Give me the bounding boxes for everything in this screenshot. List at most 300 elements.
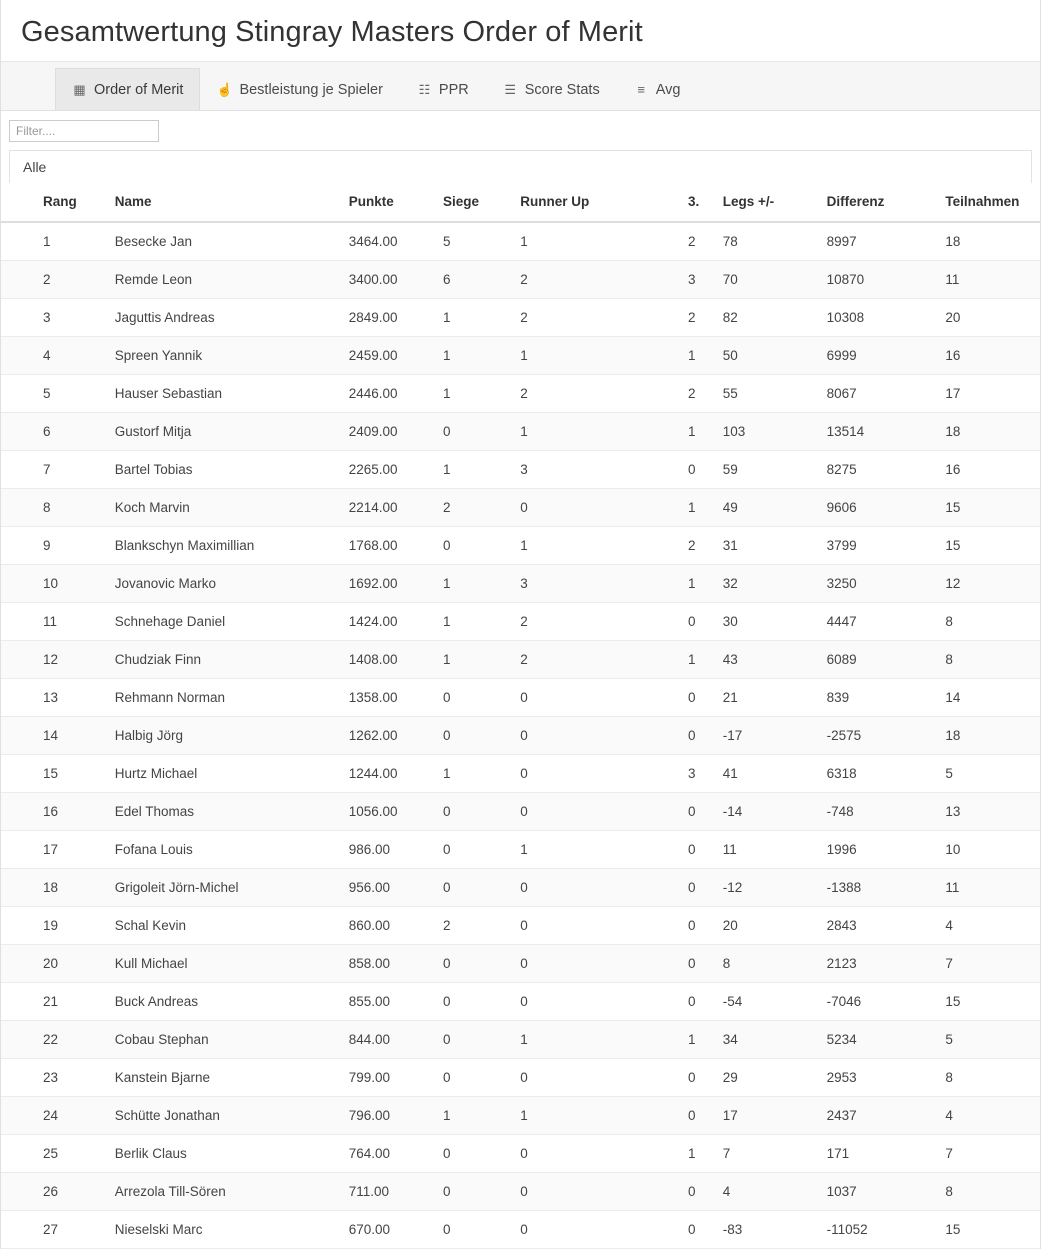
tab-bestleistung-je-spieler[interactable] [200,68,399,110]
cell-rang: 12 [1,641,83,679]
cell-punkte: 986.00 [339,831,433,869]
cell-punkte: 764.00 [339,1135,433,1173]
table-header-row [1,183,1040,222]
cell-legs: 32 [718,565,822,603]
cell-differenz: 8997 [822,222,941,261]
table-row[interactable] [1,755,1040,793]
cell-dritter: 0 [683,679,718,717]
cell-teilnahmen: 5 [940,1021,1040,1059]
table-row[interactable] [1,907,1040,945]
cell-differenz: 1037 [822,1173,941,1211]
cell-teilnahmen: 15 [940,1211,1040,1249]
cell-legs: 31 [718,527,822,565]
cell-runner-up: 0 [510,1173,683,1211]
filter-input[interactable] [9,120,159,142]
cell-siege: 0 [433,717,510,755]
column-header-dritter[interactable]: 3. [683,183,718,222]
cell-rang: 19 [1,907,83,945]
cell-differenz: -11052 [822,1211,941,1249]
cell-dritter: 1 [683,1021,718,1059]
cell-teilnahmen: 11 [940,869,1040,907]
cell-punkte: 3464.00 [339,222,433,261]
cell-name: Grigoleit Jörn-Michel [83,869,339,907]
cell-rang: 7 [1,451,83,489]
table-row[interactable] [1,375,1040,413]
cell-legs: 20 [718,907,822,945]
cell-dritter: 0 [683,1173,718,1211]
table-row[interactable] [1,831,1040,869]
cell-dritter: 0 [683,1097,718,1135]
cell-name: Arrezola Till-Sören [83,1173,339,1211]
tab-bar [1,61,1040,111]
cell-dritter: 1 [683,641,718,679]
cell-teilnahmen: 16 [940,451,1040,489]
table-row[interactable] [1,337,1040,375]
cell-runner-up: 0 [510,717,683,755]
cell-legs: -54 [718,983,822,1021]
cell-legs: 34 [718,1021,822,1059]
cell-legs: 8 [718,945,822,983]
table-row[interactable] [1,261,1040,299]
cell-runner-up: 2 [510,261,683,299]
cell-legs: 82 [718,299,822,337]
cell-siege: 6 [433,261,510,299]
cell-siege: 0 [433,1173,510,1211]
cell-legs: -12 [718,869,822,907]
cell-siege: 0 [433,679,510,717]
cell-dritter: 0 [683,945,718,983]
cell-siege: 0 [433,527,510,565]
cell-name: Schnehage Daniel [83,603,339,641]
table-row[interactable] [1,565,1040,603]
cell-rang: 2 [1,261,83,299]
cell-differenz: 10870 [822,261,941,299]
cell-punkte: 860.00 [339,907,433,945]
cell-punkte: 711.00 [339,1173,433,1211]
cell-differenz: 10308 [822,299,941,337]
cell-differenz: 6318 [822,755,941,793]
cell-dritter: 0 [683,831,718,869]
cell-siege: 1 [433,299,510,337]
cell-dritter: 1 [683,1135,718,1173]
table-body [1,222,1040,1249]
list-icon: ≡ [637,82,645,97]
cell-punkte: 1056.00 [339,793,433,831]
cell-runner-up: 1 [510,222,683,261]
cell-punkte: 3400.00 [339,261,433,299]
tab-order-of-merit[interactable] [55,68,200,110]
cell-runner-up: 3 [510,451,683,489]
cell-legs: -83 [718,1211,822,1249]
cell-name: Rehmann Norman [83,679,339,717]
cell-punkte: 1692.00 [339,565,433,603]
cell-differenz: 8275 [822,451,941,489]
cell-dritter: 0 [683,907,718,945]
cell-runner-up: 0 [510,679,683,717]
cell-runner-up: 0 [510,1211,683,1249]
cell-legs: 17 [718,1097,822,1135]
group-selector[interactable] [9,150,1032,183]
cell-punkte: 670.00 [339,1211,433,1249]
cell-siege: 0 [433,1021,510,1059]
cell-punkte: 1408.00 [339,641,433,679]
filter-row [1,111,1040,142]
cell-runner-up: 1 [510,413,683,451]
cell-siege: 0 [433,793,510,831]
cell-dritter: 1 [683,489,718,527]
cell-name: Nieselski Marc [83,1211,339,1249]
cell-name: Koch Marvin [83,489,339,527]
cell-name: Blankschyn Maximillian [83,527,339,565]
cell-punkte: 2409.00 [339,413,433,451]
cell-teilnahmen: 11 [940,261,1040,299]
cell-punkte: 1358.00 [339,679,433,717]
table-row[interactable] [1,489,1040,527]
cell-siege: 0 [433,831,510,869]
cell-siege: 2 [433,489,510,527]
cell-name: Gustorf Mitja [83,413,339,451]
cell-name: Spreen Yannik [83,337,339,375]
cell-dritter: 2 [683,527,718,565]
table-row[interactable] [1,1097,1040,1135]
cell-siege: 1 [433,641,510,679]
cell-differenz: 2953 [822,1059,941,1097]
cell-rang: 5 [1,375,83,413]
cell-dritter: 0 [683,869,718,907]
cell-legs: 50 [718,337,822,375]
cell-siege: 0 [433,945,510,983]
cell-teilnahmen: 12 [940,565,1040,603]
cell-punkte: 956.00 [339,869,433,907]
cell-teilnahmen: 15 [940,983,1040,1021]
cell-legs: 43 [718,641,822,679]
cell-legs: 41 [718,755,822,793]
cell-rang: 27 [1,1211,83,1249]
cell-rang: 15 [1,755,83,793]
cell-rang: 4 [1,337,83,375]
cell-rang: 11 [1,603,83,641]
cell-name: Hurtz Michael [83,755,339,793]
cell-differenz: 4447 [822,603,941,641]
cell-runner-up: 0 [510,489,683,527]
cell-runner-up: 1 [510,1021,683,1059]
cell-differenz: 8067 [822,375,941,413]
cell-punkte: 799.00 [339,1059,433,1097]
table-row[interactable] [1,1211,1040,1249]
table-row[interactable] [1,603,1040,641]
cell-legs: 49 [718,489,822,527]
cell-rang: 13 [1,679,83,717]
cell-name: Cobau Stephan [83,1021,339,1059]
cell-dritter: 2 [683,375,718,413]
column-header-teilnahmen[interactable]: Teilnahmen [940,183,1040,222]
cell-teilnahmen: 14 [940,679,1040,717]
cell-differenz: -1388 [822,869,941,907]
cell-teilnahmen: 18 [940,413,1040,451]
cell-runner-up: 2 [510,299,683,337]
cell-siege: 1 [433,451,510,489]
cell-name: Kanstein Bjarne [83,1059,339,1097]
cell-siege: 1 [433,375,510,413]
cell-legs: 7 [718,1135,822,1173]
cell-dritter: 0 [683,603,718,641]
cell-rang: 25 [1,1135,83,1173]
cell-differenz: 839 [822,679,941,717]
cell-differenz: 2843 [822,907,941,945]
cell-dritter: 1 [683,565,718,603]
cell-teilnahmen: 17 [940,375,1040,413]
cell-teilnahmen: 18 [940,222,1040,261]
cell-differenz: 13514 [822,413,941,451]
cell-siege: 0 [433,983,510,1021]
tab-label: Score Stats [524,81,600,98]
cell-rang: 22 [1,1021,83,1059]
page-title: Gesamtwertung Stingray Masters Order of Merit [21,16,643,48]
cell-teilnahmen: 8 [940,1059,1040,1097]
cell-dritter: 0 [683,793,718,831]
cell-differenz: 3250 [822,565,941,603]
table-row[interactable] [1,983,1040,1021]
cell-rang: 14 [1,717,83,755]
cell-differenz: 6089 [822,641,941,679]
tab-ppr[interactable] [400,68,486,110]
cell-name: Fofana Louis [83,831,339,869]
cell-runner-up: 2 [510,641,683,679]
tab-label: Avg [655,81,681,98]
cell-name: Besecke Jan [83,222,339,261]
cell-legs: 78 [718,222,822,261]
tab-label: Order of Merit [94,81,184,98]
cell-runner-up: 0 [510,1135,683,1173]
cell-punkte: 2459.00 [339,337,433,375]
cell-differenz: 3799 [822,527,941,565]
cell-differenz: 2123 [822,945,941,983]
cell-teilnahmen: 20 [940,299,1040,337]
table-row[interactable] [1,945,1040,983]
cell-legs: 55 [718,375,822,413]
cell-name: Bartel Tobias [83,451,339,489]
cell-legs: 4 [718,1173,822,1211]
cell-runner-up: 2 [510,375,683,413]
cell-differenz: -2575 [822,717,941,755]
column-header-runner-up[interactable]: Runner Up [510,183,683,222]
table-row[interactable] [1,451,1040,489]
cell-name: Kull Michael [83,945,339,983]
cell-teilnahmen: 8 [940,603,1040,641]
cell-runner-up: 0 [510,907,683,945]
cell-dritter: 3 [683,755,718,793]
cell-name: Chudziak Finn [83,641,339,679]
tab-score-stats[interactable] [486,68,617,110]
cell-name: Halbig Jörg [83,717,339,755]
cell-dritter: 2 [683,299,718,337]
cell-punkte: 1244.00 [339,755,433,793]
cell-teilnahmen: 4 [940,907,1040,945]
cell-siege: 0 [433,1059,510,1097]
cell-teilnahmen: 8 [940,641,1040,679]
cell-siege: 1 [433,337,510,375]
cell-name: Jaguttis Andreas [83,299,339,337]
cell-dritter: 0 [683,1059,718,1097]
table-row[interactable] [1,299,1040,337]
cell-runner-up: 3 [510,565,683,603]
cell-runner-up: 0 [510,983,683,1021]
cell-rang: 20 [1,945,83,983]
cell-rang: 9 [1,527,83,565]
cell-legs: -17 [718,717,822,755]
cell-teilnahmen: 15 [940,527,1040,565]
cell-rang: 6 [1,413,83,451]
cell-rang: 23 [1,1059,83,1097]
cell-differenz: 1996 [822,831,941,869]
group-selector-label: Alle [23,159,47,175]
cell-dritter: 0 [683,1211,718,1249]
table-row[interactable] [1,679,1040,717]
tab-avg[interactable] [617,68,698,110]
calendar-icon: ☷ [418,81,431,97]
cell-differenz: 171 [822,1135,941,1173]
cell-teilnahmen: 10 [940,831,1040,869]
cell-teilnahmen: 8 [940,1173,1040,1211]
cell-punkte: 2265.00 [339,451,433,489]
cell-legs: 30 [718,603,822,641]
tab-label: Bestleistung je Spieler [239,81,383,98]
cell-legs: 70 [718,261,822,299]
column-header-differenz[interactable]: Differenz [822,183,941,222]
cell-rang: 10 [1,565,83,603]
cell-dritter: 0 [683,983,718,1021]
cell-legs: 29 [718,1059,822,1097]
cell-rang: 18 [1,869,83,907]
table-row[interactable] [1,1135,1040,1173]
cell-legs: 21 [718,679,822,717]
column-header-name[interactable]: Name [83,183,339,222]
cell-rang: 17 [1,831,83,869]
table-row[interactable] [1,869,1040,907]
cell-siege: 0 [433,1211,510,1249]
cell-legs: 103 [718,413,822,451]
cell-teilnahmen: 13 [940,793,1040,831]
cell-differenz: 9606 [822,489,941,527]
cell-punkte: 2214.00 [339,489,433,527]
column-header-siege[interactable]: Siege [433,183,510,222]
cell-siege: 1 [433,1097,510,1135]
table-icon: ▦ [73,81,86,97]
cell-dritter: 3 [683,261,718,299]
cell-teilnahmen: 7 [940,1135,1040,1173]
cell-runner-up: 1 [510,831,683,869]
cell-rang: 1 [1,222,83,261]
table-header [1,183,1040,222]
tab-label: PPR [438,81,469,98]
cell-siege: 5 [433,222,510,261]
table-row[interactable] [1,1059,1040,1097]
chart-bars-icon: ☰ [504,81,517,97]
column-header-legs[interactable]: Legs +/- [718,183,822,222]
cell-dritter: 1 [683,413,718,451]
cell-name: Edel Thomas [83,793,339,831]
cell-punkte: 1768.00 [339,527,433,565]
cell-name: Buck Andreas [83,983,339,1021]
cell-legs: 11 [718,831,822,869]
cell-punkte: 858.00 [339,945,433,983]
cell-legs: 59 [718,451,822,489]
cell-siege: 1 [433,565,510,603]
cell-runner-up: 0 [510,755,683,793]
order-of-merit-table [1,183,1040,1249]
cell-teilnahmen: 5 [940,755,1040,793]
column-header-punkte[interactable]: Punkte [339,183,433,222]
cell-runner-up: 0 [510,945,683,983]
table-row[interactable] [1,1173,1040,1211]
cell-teilnahmen: 15 [940,489,1040,527]
cell-name: Remde Leon [83,261,339,299]
cell-name: Berlik Claus [83,1135,339,1173]
cell-punkte: 1424.00 [339,603,433,641]
table-row[interactable] [1,413,1040,451]
cell-teilnahmen: 16 [940,337,1040,375]
cell-differenz: 2437 [822,1097,941,1135]
cell-dritter: 1 [683,337,718,375]
cell-punkte: 1262.00 [339,717,433,755]
cell-rang: 21 [1,983,83,1021]
cell-rang: 26 [1,1173,83,1211]
table-row[interactable] [1,1021,1040,1059]
cell-runner-up: 1 [510,1097,683,1135]
column-header-rang[interactable]: Rang [1,183,83,222]
cell-teilnahmen: 7 [940,945,1040,983]
cell-runner-up: 2 [510,603,683,641]
cell-legs: -14 [718,793,822,831]
table-row[interactable] [1,793,1040,831]
cell-name: Schütte Jonathan [83,1097,339,1135]
table-row[interactable] [1,527,1040,565]
cell-punkte: 844.00 [339,1021,433,1059]
cell-dritter: 2 [683,222,718,261]
cell-differenz: -748 [822,793,941,831]
table-row[interactable] [1,222,1040,261]
cell-siege: 2 [433,907,510,945]
cell-siege: 0 [433,413,510,451]
table-row[interactable] [1,717,1040,755]
cell-differenz: -7046 [822,983,941,1021]
cell-punkte: 2446.00 [339,375,433,413]
cell-punkte: 2849.00 [339,299,433,337]
cell-rang: 3 [1,299,83,337]
cell-siege: 0 [433,869,510,907]
cell-runner-up: 0 [510,869,683,907]
cell-differenz: 6999 [822,337,941,375]
cell-rang: 24 [1,1097,83,1135]
cell-teilnahmen: 18 [940,717,1040,755]
cell-dritter: 0 [683,717,718,755]
cell-name: Jovanovic Marko [83,565,339,603]
thumbs-up-icon: ☝ [216,81,234,97]
cell-runner-up: 1 [510,337,683,375]
cell-punkte: 796.00 [339,1097,433,1135]
cell-siege: 1 [433,603,510,641]
cell-siege: 0 [433,1135,510,1173]
cell-name: Schal Kevin [83,907,339,945]
cell-differenz: 5234 [822,1021,941,1059]
cell-punkte: 855.00 [339,983,433,1021]
cell-rang: 16 [1,793,83,831]
cell-dritter: 0 [683,451,718,489]
cell-runner-up: 1 [510,527,683,565]
table-row[interactable] [1,641,1040,679]
cell-runner-up: 0 [510,1059,683,1097]
cell-siege: 1 [433,755,510,793]
